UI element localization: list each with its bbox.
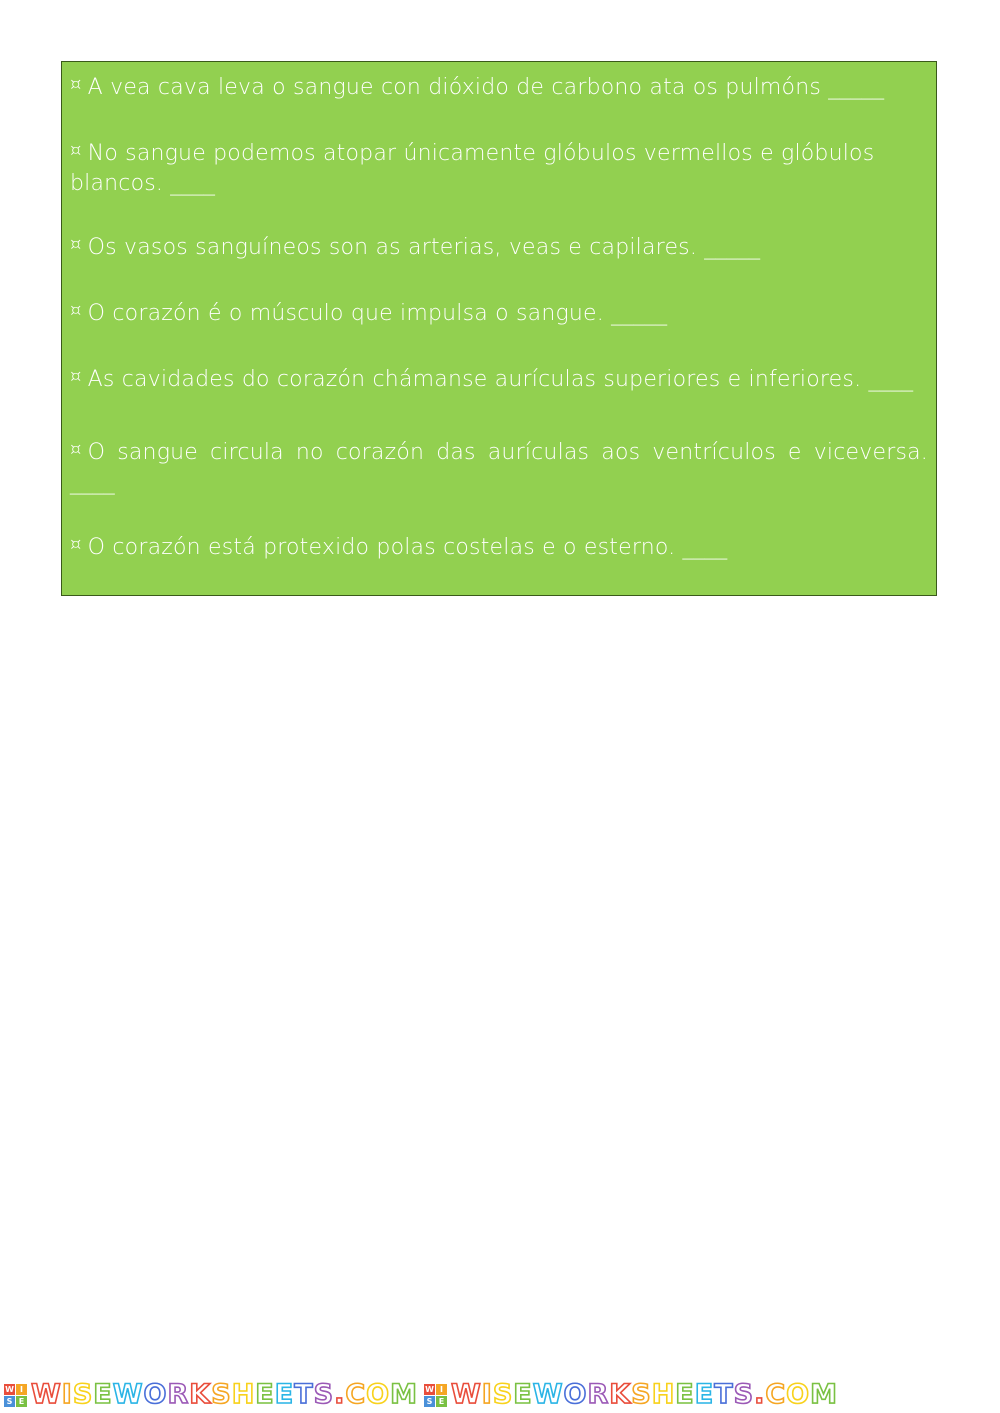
watermark-letter: W: [532, 1379, 564, 1410]
watermark-letter: E: [255, 1379, 275, 1410]
logo-letter: S: [424, 1396, 435, 1407]
watermark-group-1: [4, 1380, 418, 1410]
wise-logo-icon: [4, 1384, 27, 1407]
watermark-letter: S: [72, 1379, 94, 1410]
statement-7: [70, 530, 928, 563]
watermark-letter: C: [765, 1379, 787, 1410]
logo-letter: I: [16, 1384, 27, 1395]
watermark-letter: E: [694, 1379, 715, 1410]
watermark-letter: O: [563, 1379, 588, 1410]
bullet-icon: ¤: [70, 534, 82, 555]
statement-text: O sangue circula no corazón das aurículas aos ventrículos e viceversa. ____: [70, 440, 928, 495]
watermark-letter: E: [274, 1379, 295, 1410]
bullet-icon: ¤: [70, 366, 82, 387]
watermark-letter: K: [609, 1379, 632, 1410]
watermark-group-2: [424, 1380, 838, 1410]
watermark-letter: O: [366, 1379, 391, 1410]
bullet-icon: ¤: [70, 300, 82, 321]
statement-text: O corazón está protexido polas costelas e o esterno. ____: [87, 535, 728, 560]
watermark-footer: [0, 1380, 1000, 1410]
watermark-text: [31, 1380, 418, 1410]
logo-letter: W: [425, 1384, 434, 1394]
watermark-letter: I: [61, 1379, 73, 1410]
watermark-letter: E: [513, 1379, 533, 1410]
watermark-letter: S: [492, 1379, 514, 1410]
statement-2: [70, 136, 928, 199]
statement-6: [70, 435, 928, 498]
logo-letter: I: [436, 1384, 447, 1395]
watermark-letter: S: [211, 1379, 232, 1410]
watermark-letter: R: [587, 1379, 610, 1410]
bullet-icon: ¤: [70, 439, 82, 460]
watermark-letter: M: [390, 1379, 418, 1410]
watermark-letter: I: [481, 1379, 493, 1410]
logo-letter: E: [436, 1396, 447, 1407]
watermark-letter: O: [786, 1379, 811, 1410]
watermark-letter: M: [810, 1379, 838, 1410]
statement-text: O corazón é o músculo que impulsa o sangue. _____: [87, 301, 668, 326]
statement-text: A vea cava leva o sangue con dióxido de carbono ata os pulmóns _____: [87, 75, 885, 100]
watermark-letter: W: [112, 1379, 144, 1410]
watermark-letter: S: [733, 1379, 755, 1410]
watermark-letter: H: [231, 1379, 256, 1410]
exercise-panel: [61, 61, 937, 596]
watermark-letter: H: [651, 1379, 676, 1410]
statement-text: As cavidades do corazón chámanse aurículas superiores e inferiores. ____: [87, 367, 914, 392]
statement-text: No sangue podemos atopar únicamente glóbulos vermellos e glóbulos blancos. ____: [70, 141, 875, 196]
statement-1: [70, 70, 928, 103]
watermark-letter: .: [754, 1379, 766, 1410]
logo-letter: E: [16, 1396, 27, 1407]
statement-5: [70, 362, 928, 395]
watermark-letter: T: [294, 1379, 314, 1410]
watermark-letter: E: [93, 1379, 113, 1410]
watermark-letter: W: [31, 1379, 62, 1410]
watermark-letter: E: [675, 1379, 695, 1410]
watermark-letter: O: [143, 1379, 168, 1410]
wise-logo-icon: [424, 1384, 447, 1407]
statement-3: [70, 230, 928, 263]
watermark-letter: S: [313, 1379, 335, 1410]
bullet-icon: ¤: [70, 74, 82, 95]
statement-4: [70, 296, 928, 329]
bullet-icon: ¤: [70, 234, 82, 255]
bullet-icon: ¤: [70, 140, 82, 161]
watermark-letter: C: [345, 1379, 367, 1410]
watermark-letter: T: [714, 1379, 734, 1410]
watermark-letter: K: [189, 1379, 212, 1410]
logo-letter: W: [5, 1384, 14, 1394]
watermark-letter: .: [334, 1379, 346, 1410]
watermark-letter: W: [451, 1379, 482, 1410]
watermark-text: [451, 1380, 838, 1410]
logo-letter: S: [4, 1396, 15, 1407]
watermark-letter: R: [167, 1379, 190, 1410]
statement-text: Os vasos sanguíneos son as arterias, veas e capilares. _____: [87, 235, 761, 260]
watermark-letter: S: [631, 1379, 652, 1410]
